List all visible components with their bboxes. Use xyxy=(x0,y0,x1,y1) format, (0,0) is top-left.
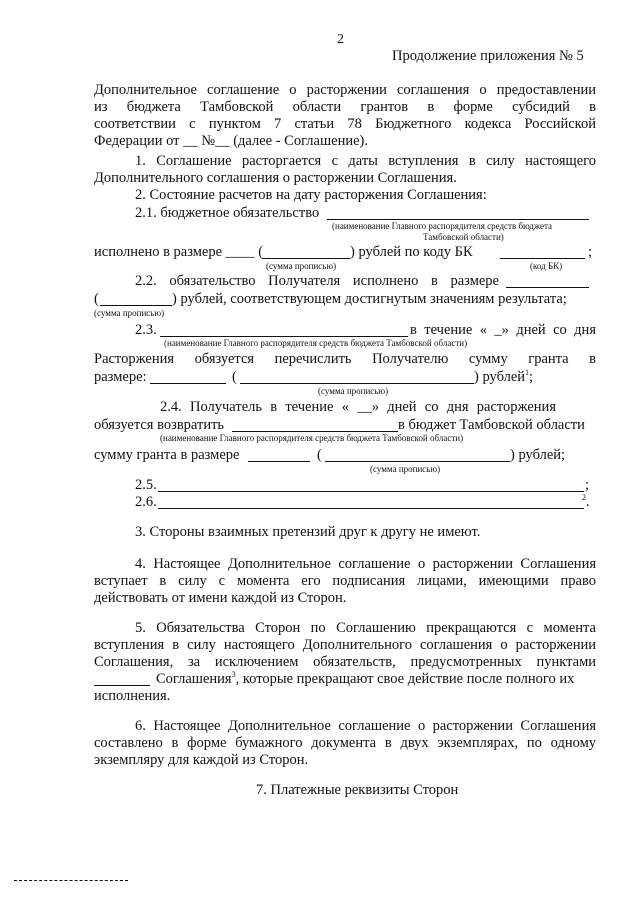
caption-grantor: (наименование Главного распорядителя средств бюджета Тамбовской области) xyxy=(160,433,464,443)
clause-2-4-return: обязуется возвратить xyxy=(94,417,225,433)
blank-line xyxy=(158,508,584,509)
caption-sum: (сумма прописью) xyxy=(318,386,389,396)
clause-6-line-3: экземпляру для каждой из Сторон. xyxy=(94,752,309,768)
footnote-ref-1: 1 xyxy=(525,368,530,378)
caption-sum: (сумма прописью) xyxy=(266,261,337,271)
clause-4-line-3: действовать от имени каждой из Сторон. xyxy=(94,590,347,606)
title-line-1: Дополнительное соглашение о расторжении соглашения о предоставлении xyxy=(94,82,596,98)
clause-5-line-4: Соглашения$^3$, которые прекращают свое действие после полного их xyxy=(156,670,575,687)
blank-line xyxy=(500,258,585,259)
clause-6-line-2: составлено в форме бумажного документа в двух экземплярах, по одному xyxy=(94,735,596,751)
clause-7-heading: 7. Платежные реквизиты Сторон xyxy=(256,782,459,798)
caption-sum: (сумма прописью) xyxy=(370,464,441,474)
clause-5-line-1: 5. Обязательства Сторон по Соглашению прекращаются с момента xyxy=(135,620,596,636)
caption-sum: (сумма прописью) xyxy=(94,308,165,318)
clause-4-line-1: 4. Настоящее Дополнительное соглашение о расторжении Соглашения xyxy=(135,556,596,572)
title-line-4: Федерации от __ №__ (далее - Соглашение). xyxy=(94,133,368,149)
clause-4-line-2: вступает в силу с момента его подписания лицами, имеющими право xyxy=(94,573,596,589)
continuation-note: Продолжение приложения № 5 xyxy=(392,48,584,64)
clause-2-3-rub: ) рублей$^1$; xyxy=(474,368,534,385)
caption-bk: (код БК) xyxy=(530,261,563,271)
clause-2-6-end: $^2$. xyxy=(582,493,590,510)
blank-line xyxy=(248,461,310,462)
blank-line xyxy=(100,305,172,306)
clause-3: 3. Стороны взаимных претензий друг к другу не имеют. xyxy=(135,524,481,540)
blank-line xyxy=(240,383,474,384)
clause-2-3-open: ( xyxy=(232,369,237,385)
blank-line xyxy=(150,383,226,384)
clause-2-3-label: 2.3. xyxy=(135,322,157,338)
clause-2-3-size: размере: xyxy=(94,369,147,385)
footnote-ref-3: 3 xyxy=(231,670,236,680)
blank-line xyxy=(327,219,589,220)
clause-2: 2. Состояние расчетов на дату расторжения Соглашения: xyxy=(135,187,487,203)
clause-1-line-1: 1. Соглашение расторгается с даты вступления в силу настоящего xyxy=(135,153,596,169)
clause-1-line-2: Дополнительного соглашения о расторжении Соглашения. xyxy=(94,170,457,186)
clause-2-4-size: сумму гранта в размере xyxy=(94,447,240,463)
footnote-ref-2: 2 xyxy=(582,493,586,503)
clause-5-line-3: Соглашения, за исключением обязательств, предусмотренных пунктами xyxy=(94,654,596,670)
clause-2-4-open: ( xyxy=(317,447,322,463)
clause-2-6-label: 2.6. xyxy=(135,494,157,510)
caption-grantor-2: Тамбовской области) xyxy=(423,232,504,242)
clause-2-4-rub: ) рублей; xyxy=(510,447,566,463)
clause-2-1-label: 2.1. бюджетное обязательство xyxy=(135,205,320,221)
clause-5-line-2: вступления в силу настоящего Дополнительного соглашения о расторжении xyxy=(94,637,596,653)
blank-line xyxy=(94,685,150,686)
clause-2-1-end: ; xyxy=(588,244,593,260)
clause-2-1-size: исполнено в размере ____ ( xyxy=(94,244,264,260)
blank-line xyxy=(506,287,589,288)
caption-grantor: (наименование Главного распорядителя средств бюджета Тамбовской области) xyxy=(164,338,468,348)
clause-6-line-1: 6. Настоящее Дополнительное соглашение о расторжении Соглашения xyxy=(135,718,596,734)
blank-line xyxy=(232,431,398,432)
clause-2-1-bk: ) рублей по коду БК xyxy=(350,244,473,260)
clause-2-2-line-2: ) рублей, соответствующем достигнутым значениям результата; xyxy=(172,291,567,307)
clause-2-5-label: 2.5. xyxy=(135,477,157,493)
clause-2-4-budget: в бюджет Тамбовской области xyxy=(398,417,585,433)
clause-2-2-line-1: 2.2. обязательство Получателя исполнено в размере xyxy=(135,273,499,289)
blank-line xyxy=(325,461,510,462)
page-number: 2 xyxy=(337,32,344,47)
clause-2-5-end: ; xyxy=(585,477,590,493)
clause-2-3-line-2: Расторжения обязуется перечислить Получателю сумму гранта в xyxy=(94,351,596,367)
clause-2-3-tail: в течение « _» дней со дня xyxy=(410,322,596,338)
clause-5-line-5: исполнения. xyxy=(94,688,171,704)
clause-2-4-line-1: 2.4. Получатель в течение « __» дней со дня расторжения xyxy=(160,399,556,415)
caption-grantor: (наименование Главного распорядителя средств бюджета xyxy=(332,221,553,231)
blank-line xyxy=(262,258,350,259)
title-line-3: соответствии с пунктом 7 статьи 78 Бюджетного кодекса Российской xyxy=(94,116,596,132)
clause-2-2-open: ( xyxy=(94,291,99,307)
footnote-separator xyxy=(14,880,128,881)
title-line-2: из бюджета Тамбовской области грантов в форме субсидий в xyxy=(94,99,596,115)
blank-line xyxy=(158,491,584,492)
blank-line xyxy=(160,336,408,337)
